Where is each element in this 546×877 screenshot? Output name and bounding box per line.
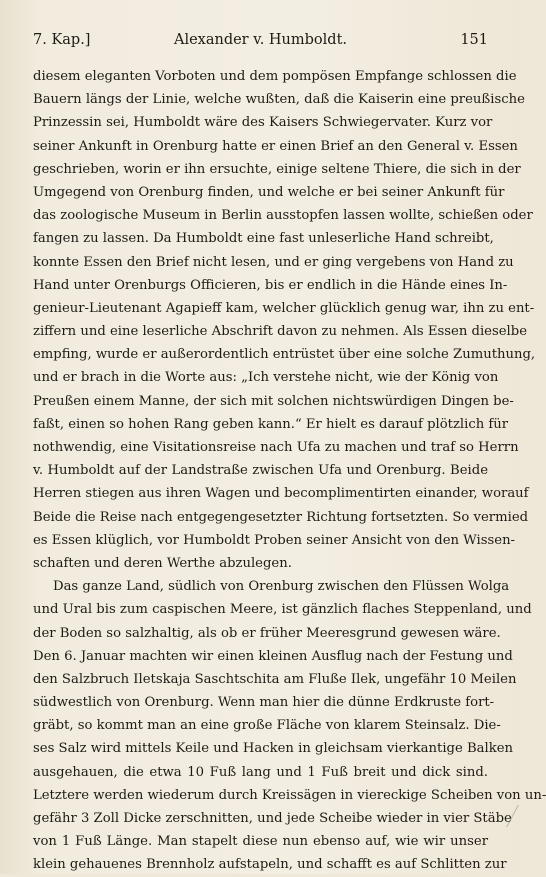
text-line: den Salzbruch Iletskaja Saschtschita am Fluße Ilek, ungefähr 10 Meilen bbox=[33, 671, 517, 687]
text-line: Umgegend von Orenburg finden, und welche er bei seiner Ankunft für bbox=[33, 184, 505, 200]
text-line: von 1 Fuß Länge. Man stapelt diese nun ebenso auf, wie wir unser bbox=[33, 834, 488, 850]
text-line: Preußen einem Manne, der sich mit solchen nichtswürdigen Dingen be- bbox=[33, 393, 514, 409]
text-line: empfing, wurde er außerordentlich entrüstet über eine solche Zumuthung, bbox=[33, 347, 536, 363]
text-line: v. Humboldt auf der Landstraße zwischen Ufa und Orenburg. Beide bbox=[33, 463, 488, 479]
text-line: Beide die Reise nach entgegengesetzter Richtung fortsetzten. So vermied bbox=[33, 509, 529, 525]
text-line: nothwendig, eine Visitationsreise nach Ufa zu machen und traf so Herrn bbox=[33, 440, 519, 455]
text-line: seiner Ankunft in Orenburg hatte er einen Brief an den General v. Essen bbox=[33, 138, 518, 154]
text-line: genieur-Lieutenant Agapieff kam, welcher glücklich genug war, ihn zu ent- bbox=[33, 300, 535, 316]
body-text bbox=[33, 65, 546, 877]
text-line: klein gehauenes Brennholz aufstapeln, und schafft es auf Schlitten zur bbox=[33, 857, 507, 873]
text-line: südwestlich von Orenburg. Wenn man hier die dünne Erdkruste fort- bbox=[33, 695, 495, 711]
text-line: Bauern längs der Linie, welche wußten, daß die Kaiserin eine preußische bbox=[33, 92, 525, 108]
chapter-label: 7. Kap.] bbox=[33, 32, 91, 48]
text-line: das zoologische Museum in Berlin ausstopfen lassen wollte, schießen oder bbox=[33, 208, 533, 224]
text-line: konnte Essen den Brief nicht lesen, und er ging vergebens von Hand zu bbox=[33, 254, 514, 270]
text-line: Prinzessin sei, Humboldt wäre des Kaisers Schwiegervater. Kurz vor bbox=[33, 115, 493, 131]
text-line: geschrieben, worin er ihn ersuchte, einige seltene Thiere, die sich in der bbox=[33, 161, 521, 177]
text-line: Herren stiegen aus ihren Wagen und becomplimentirten einander, worauf bbox=[33, 486, 529, 502]
text-line: und Ural bis zum caspischen Meere, ist gänzlich flaches Steppenland, und bbox=[33, 602, 532, 618]
text-line: ziffern und eine leserliche Abschrift davon zu nehmen. Als Essen dieselbe bbox=[33, 324, 528, 340]
text-line: schaften und deren Werthe abzulegen. bbox=[33, 555, 292, 571]
text-line: ausgehauen, die etwa 10 Fuß lang und 1 Fuß breit und dick sind. bbox=[33, 764, 488, 780]
text-line: Letztere werden wiederum durch Kreissägen in viereckige Scheiben von un- bbox=[33, 787, 546, 803]
text-line: faßt, einen so hohen Rang geben kann.“ Er hielt es darauf plötzlich für bbox=[33, 416, 509, 432]
text-line: gräbt, so kommt man an eine große Fläche von klarem Steinsalz. Die- bbox=[33, 718, 501, 734]
text-line: es Essen klüglich, vor Humboldt Proben seiner Ansicht von den Wissen- bbox=[33, 532, 516, 548]
running-head bbox=[33, 28, 488, 52]
text-line: ses Salz wird mittels Keile und Hacken in gleichsam vierkantige Balken bbox=[33, 741, 514, 757]
text-line: Hand unter Orenburgs Officieren, bis er endlich in die Hände eines In- bbox=[33, 277, 508, 293]
text-line: der Boden so salzhaltig, als ob er früher Meeresgrund gewesen wäre. bbox=[33, 625, 501, 641]
text-line: diesem eleganten Vorboten und dem pompösen Empfange schlossen die bbox=[33, 69, 517, 84]
text-line: Den 6. Januar machten wir einen kleinen Ausflug nach der Festung und bbox=[33, 648, 513, 664]
page-number: 151 bbox=[460, 32, 488, 48]
text-line: Das ganze Land, südlich von Orenburg zwischen den Flüssen Wolga bbox=[53, 579, 510, 595]
running-title: Alexander v. Humboldt. bbox=[173, 32, 348, 48]
text-line: gefähr 3 Zoll Dicke zerschnitten, und jede Scheibe wieder in vier Stäbe bbox=[33, 811, 512, 826]
text-line: und er brach in die Worte aus: „Ich verstehe nicht, wie der König von bbox=[33, 370, 499, 386]
text-line: fangen zu lassen. Da Humboldt eine fast unleserliche Hand schreibt, bbox=[33, 231, 494, 247]
